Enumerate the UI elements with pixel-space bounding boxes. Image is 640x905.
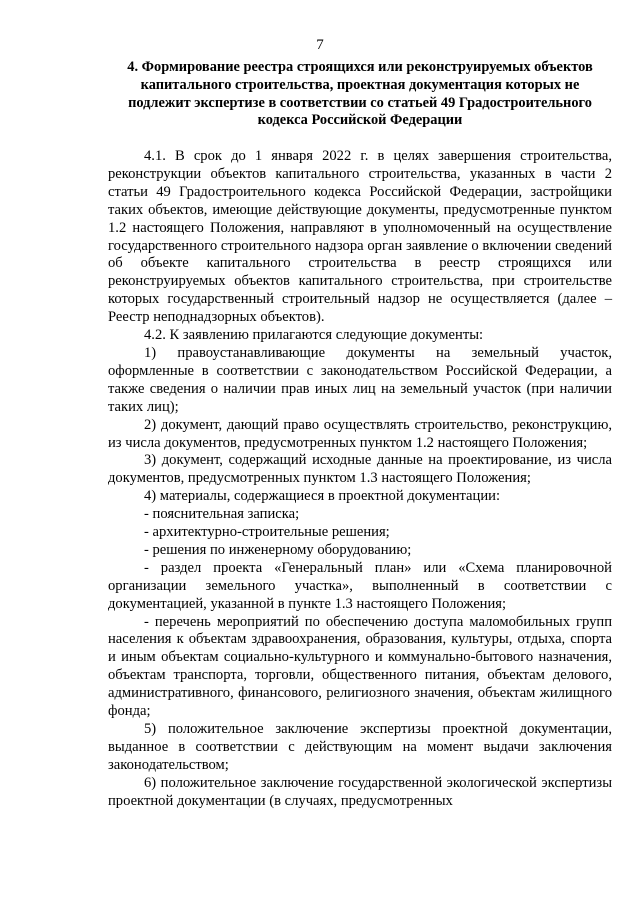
sub-item-architectural-solutions: - архитектурно-строительные решения;: [144, 524, 390, 541]
document-body: [108, 148, 612, 811]
list-item-5: 5) положительное заключение экспертизы проектной документации, выданное в соответствии с действующим на момент выдачи заключения законодательством;: [108, 721, 612, 773]
sub-item-explanatory-note: - пояснительная записка;: [144, 506, 300, 523]
sub-item-accessibility-measures: - перечень мероприятий по обеспечению доступа маломобильных групп населения к объектам здравоохранения, образования, культуры, отдыха, спорта и иным объектам социально-культурного и коммунально-бытового назначения, объектам транспорта, торговли, общественного питания, объектам делового, административного, финансового, религиозного значения, объектам жилищного фонда;: [108, 613, 612, 720]
paragraph-4-2: 4.2. К заявлению прилагаются следующие документы:: [144, 327, 484, 344]
list-item-3: 3) документ, содержащий исходные данные на проектирование, из числа документов, предусмотренных пунктом 1.3 настоящего Положения;: [108, 452, 612, 487]
list-item-2: 2) документ, дающий право осуществлять строительство, реконструкцию, из числа документов, предусмотренных пунктом 1.2 настоящего Положения;: [108, 416, 612, 451]
page-number: 7: [316, 37, 324, 53]
list-item-6: 6) положительное заключение государственной экологической экспертизы проектной документации (в случаях, предусмотренных: [108, 774, 612, 809]
list-item-4: 4) материалы, содержащиеся в проектной документации:: [144, 488, 501, 505]
paragraph-4-1: 4.1. В срок до 1 января 2022 г. в целях завершения строительства, реконструкции объектов капитального строительства, указанных в части 2 статьи 49 Градостроительного кодекса Российской Федерации, застройщики таких объектов, имеющие действующие документы, предусмотренные пунктом 1.2 настоящего Положения, направляют в уполномоченный на осуществление государственного строительного надзора орган заявление о включении сведений об объекте капитального строительства в реестр строящихся или реконструируемых объектов капитального строительства, при строительстве которых государственный строительный надзор не осуществляется (далее – Реестр неподнадзорных объектов).: [108, 148, 612, 326]
sub-item-engineering-solutions: - решения по инженерному оборудованию;: [144, 541, 412, 558]
list-item-1: 1) правоустанавливающие документы на земельный участок, оформленные в соответствии с законодательством Российской Федерации, а также сведения о наличии прав иных лиц на земельный участок (при наличии таких лиц);: [108, 344, 612, 415]
section-heading: 4. Формирование реестра строящихся или реконструируемых объектов капитального строительства, проектная документация которых не подлежит экспертизе в соответствии со статьей 49 Градостроительного кодекса Российской Федерации: [127, 59, 593, 129]
sub-item-general-plan: - раздел проекта «Генеральный план» или «Схема планировочной организации земельного участка», выполненный в соответствии с документацией, указанной в пункте 1.3 настоящего Положения;: [108, 559, 612, 612]
